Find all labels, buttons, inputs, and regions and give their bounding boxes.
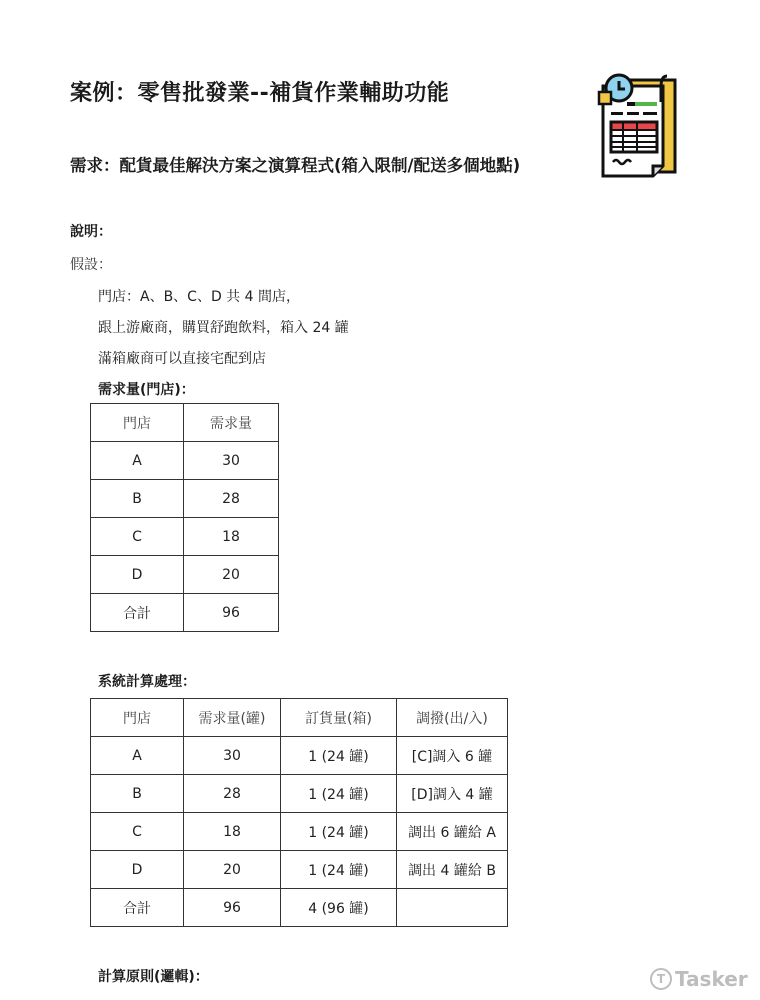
table-row	[91, 442, 279, 480]
demand-table-heading: 需求量(門店)：	[98, 382, 195, 398]
table-row	[91, 775, 508, 813]
table-header-row	[91, 404, 279, 442]
cell-store: B	[91, 480, 184, 518]
cell-total-transfer	[397, 889, 508, 927]
cell-demand: 30	[184, 442, 279, 480]
cell-transfer: 調出 4 罐給 B	[397, 851, 508, 889]
cell-total-label: 合計	[91, 889, 184, 927]
cell-store: C	[91, 813, 184, 851]
cell-order: 1 (24 罐)	[281, 737, 397, 775]
assumption-supplier: 跟上游廠商，購買舒跑飲料，箱入 24 罐	[98, 320, 349, 336]
table-row	[91, 518, 279, 556]
tasker-logo-icon: T	[650, 968, 672, 990]
header-demand-cans: 需求量(罐)	[184, 699, 281, 737]
table-row	[91, 851, 508, 889]
system-calc-table	[90, 698, 508, 927]
cell-transfer: [D]調入 4 罐	[397, 775, 508, 813]
cell-demand: 20	[184, 851, 281, 889]
demand-table	[90, 403, 279, 632]
assumption-stores: 門店：A、B、C、D 共 4 間店，	[98, 289, 300, 305]
page-title: 案例：零售批發業--補貨作業輔助功能	[70, 81, 450, 106]
cell-transfer: 調出 6 罐給 A	[397, 813, 508, 851]
cell-demand: 28	[184, 775, 281, 813]
requirement-subtitle: 需求：配貨最佳解決方案之演算程式(箱入限制/配送多個地點)	[70, 156, 521, 175]
cell-order: 1 (24 罐)	[281, 851, 397, 889]
invoice-document-clock-icon	[597, 72, 681, 180]
explain-heading: 說明：	[70, 224, 112, 240]
header-order-boxes: 訂貨量(箱)	[281, 699, 397, 737]
cell-demand: 20	[184, 556, 279, 594]
watermark-text: Tasker	[675, 967, 748, 991]
calc-principle-heading: 計算原則(邏輯)：	[98, 969, 209, 985]
table-header-row	[91, 699, 508, 737]
header-store: 門店	[91, 404, 184, 442]
cell-store: B	[91, 775, 184, 813]
cell-transfer: [C]調入 6 罐	[397, 737, 508, 775]
table-total-row	[91, 889, 508, 927]
cell-store: A	[91, 737, 184, 775]
tasker-watermark	[650, 964, 750, 994]
cell-total-label: 合計	[91, 594, 184, 632]
assumption-delivery: 滿箱廠商可以直接宅配到店	[98, 351, 266, 367]
table-row	[91, 556, 279, 594]
cell-store: D	[91, 556, 184, 594]
system-table-heading: 系統計算處理：	[98, 674, 196, 690]
cell-demand: 28	[184, 480, 279, 518]
cell-store: A	[91, 442, 184, 480]
assumption-label: 假設：	[70, 257, 112, 273]
table-row	[91, 813, 508, 851]
table-total-row	[91, 594, 279, 632]
table-row	[91, 480, 279, 518]
header-store: 門店	[91, 699, 184, 737]
cell-total-demand: 96	[184, 889, 281, 927]
cell-demand: 18	[184, 813, 281, 851]
cell-total-order: 4 (96 罐)	[281, 889, 397, 927]
table-row	[91, 737, 508, 775]
cell-order: 1 (24 罐)	[281, 813, 397, 851]
header-demand: 需求量	[184, 404, 279, 442]
cell-total-demand: 96	[184, 594, 279, 632]
cell-store: C	[91, 518, 184, 556]
cell-store: D	[91, 851, 184, 889]
cell-order: 1 (24 罐)	[281, 775, 397, 813]
cell-demand: 18	[184, 518, 279, 556]
header-transfer: 調撥(出/入)	[397, 699, 508, 737]
cell-demand: 30	[184, 737, 281, 775]
